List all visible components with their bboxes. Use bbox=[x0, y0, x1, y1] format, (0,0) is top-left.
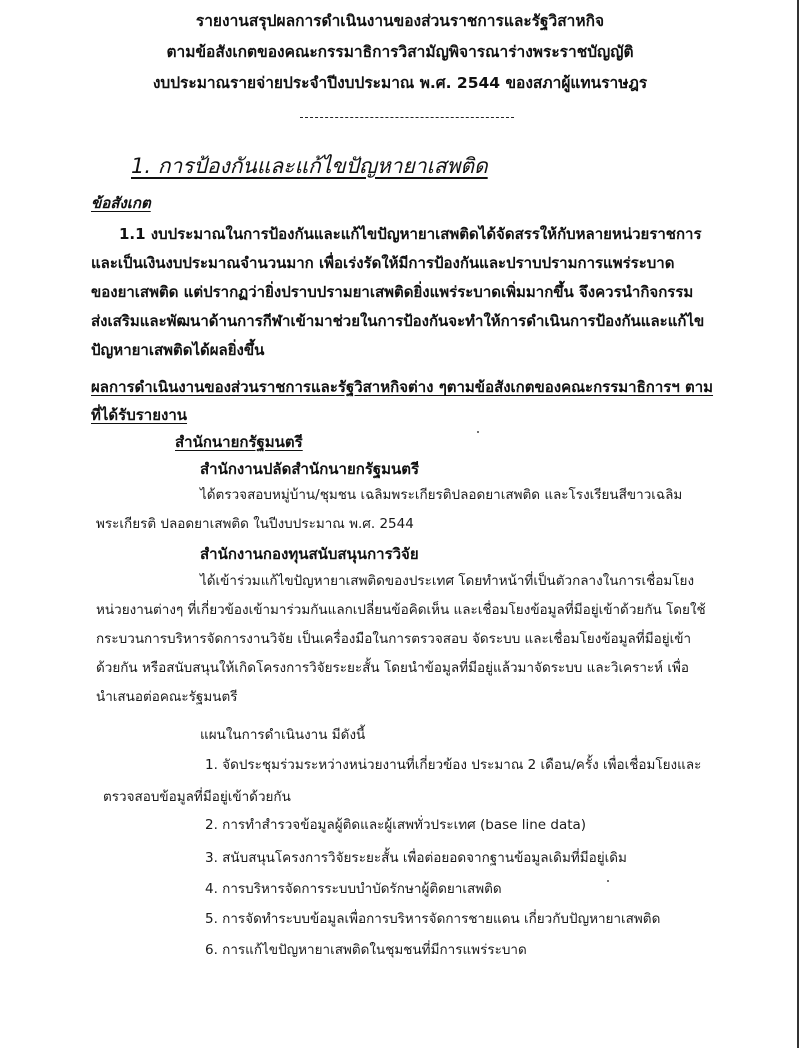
plan-item-1-line-2: ตรวจสอบข้อมูลที่มีอยู่เข้าด้วยกัน bbox=[103, 789, 291, 805]
sub-agency-1-line-1: ได้ตรวจสอบหมู่บ้าน/ชุมชน เฉลิมพระเกียรติปลอดยาเสพติด และโรงเรียนสีขาวเฉลิม bbox=[200, 487, 683, 503]
scan-speck bbox=[477, 431, 479, 433]
sub-agency-1-line-2: พระเกียรติ ปลอดยาเสพติด ในปีงบประมาณ พ.ศ. 2544 bbox=[96, 516, 414, 532]
plan-heading: แผนในการดำเนินงาน มีดังนี้ bbox=[200, 727, 366, 743]
observation-line-1: 1.1 งบประมาณในการป้องกันและแก้ไขปัญหายาเสพติดได้จัดสรรให้กับหลายหน่วยราชการ bbox=[119, 225, 702, 243]
sub-agency-2-line-3: กระบวนการบริหารจัดการงานวิจัย เป็นเครื่องมือในการตรวจสอบ จัดระบบ และเชื่อมโยงข้อมูลที่มีอยู่เข้า bbox=[96, 631, 692, 647]
results-heading-line-1: ผลการดำเนินงานของส่วนราชการและรัฐวิสาหกิจต่าง ๆตามข้อสังเกตของคณะกรรมาธิการฯ ตาม bbox=[91, 378, 714, 396]
plan-item-3: 3. สนับสนุนโครงการวิจัยระยะสั้น เพื่อต่อยอดจากฐานข้อมูลเดิมที่มีอยู่เดิม bbox=[205, 850, 627, 866]
sub-agency-2-line-1: ได้เข้าร่วมแก้ไขปัญหายาเสพติดของประเทศ โดยทำหน้าที่เป็นตัวกลางในการเชื่อมโยง bbox=[200, 573, 695, 589]
observation-line-2: และเป็นเงินงบประมาณจำนวนมาก เพื่อเร่งรัดให้มีการป้องกันและปราบปรามการแพร่ระบาด bbox=[91, 254, 675, 272]
title-separator bbox=[300, 117, 514, 118]
plan-item-5: 5. การจัดทำระบบข้อมูลเพื่อการบริหารจัดการชายแดน เกี่ยวกับปัญหายาเสพติด bbox=[205, 911, 661, 927]
scan-edge-line bbox=[797, 0, 799, 1048]
observation-label: ข้อสังเกต bbox=[91, 194, 151, 212]
report-title-line-1: รายงานสรุปผลการดำเนินงานของส่วนราชการและรัฐวิสาหกิจ bbox=[195, 12, 605, 30]
observation-line-5: ปัญหายาเสพติดได้ผลยิ่งขึ้น bbox=[91, 341, 265, 359]
report-title-line-3: งบประมาณรายจ่ายประจำปีงบประมาณ พ.ศ. 2544 ของสภาผู้แทนราษฎร bbox=[152, 74, 648, 92]
plan-item-6: 6. การแก้ไขปัญหายาเสพติดในชุมชนที่มีการแพร่ระบาด bbox=[205, 942, 527, 958]
results-heading-line-2: ที่ได้รับรายงาน bbox=[91, 406, 188, 424]
sub-agency-2-line-2: หน่วยงานต่างๆ ที่เกี่ยวข้องเข้ามาร่วมกันแลกเปลี่ยนข้อคิดเห็น และเชื่อมโยงข้อมูลที่มีอยู่เข้าด้วยกัน โดยใช้ bbox=[96, 602, 706, 618]
observation-line-3: ของยาเสพติด แต่ปรากฏว่ายิ่งปราบปรามยาเสพติดยิ่งแพร่ระบาดเพิ่มมากขึ้น จึงควรนำกิจกรรม bbox=[91, 283, 694, 301]
report-title-line-2: ตามข้อสังเกตของคณะกรรมาธิการวิสามัญพิจารณาร่างพระราชบัญญัติ bbox=[166, 43, 634, 61]
sub-agency-2-name: สำนักงานกองทุนสนับสนุนการวิจัย bbox=[200, 545, 419, 563]
plan-item-1-line-1: 1. จัดประชุมร่วมระหว่างหน่วยงานที่เกี่ยวข้อง ประมาณ 2 เดือน/ครั้ง เพื่อเชื่อมโยงและ bbox=[205, 757, 702, 773]
section-heading: 1. การป้องกันและแก้ไขปัญหายาเสพติด bbox=[131, 154, 488, 178]
sub-agency-2-line-5: นำเสนอต่อคณะรัฐมนตรี bbox=[96, 689, 238, 705]
plan-item-4: 4. การบริหารจัดการระบบบำบัดรักษาผู้ติดยาเสพติด bbox=[205, 881, 502, 897]
plan-item-2: 2. การทำสำรวจข้อมูลผู้ติดและผู้เสพทั่วประเทศ (base line data) bbox=[205, 817, 587, 833]
scan-speck bbox=[607, 880, 609, 882]
observation-line-4: ส่งเสริมและพัฒนาด้านการกีฬาเข้ามาช่วยในการป้องกันจะทำให้การดำเนินการป้องกันและแก้ไข bbox=[91, 312, 705, 330]
sub-agency-1-name: สำนักงานปลัดสำนักนายกรัฐมนตรี bbox=[200, 460, 420, 478]
agency-name: สำนักนายกรัฐมนตรี bbox=[175, 433, 303, 451]
sub-agency-2-line-4: ด้วยกัน หรือสนับสนุนให้เกิดโครงการวิจัยระยะสั้น โดยนำข้อมูลที่มีอยู่แล้วมาจัดระบบ และวิเคราะห์ เพื่อ bbox=[96, 660, 689, 676]
